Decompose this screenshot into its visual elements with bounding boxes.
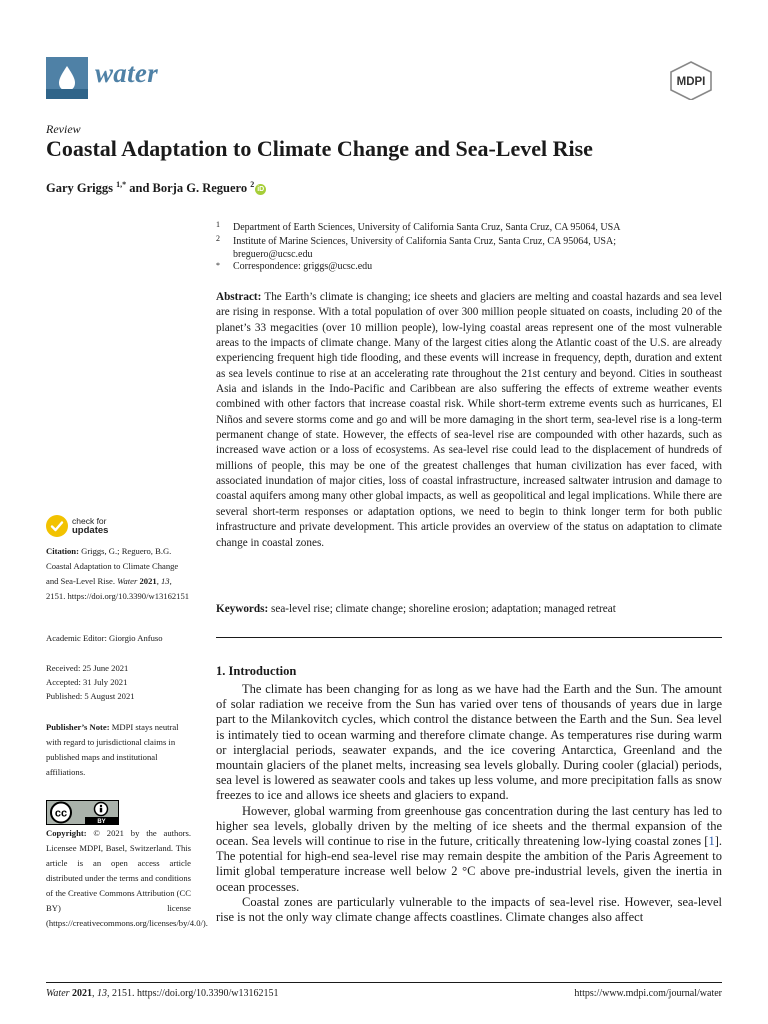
footer-divider: [46, 982, 722, 983]
paragraph: Coastal zones are particularly vulnerable to the impacts of sea-level rise. However, sea-level rise is not the only way climate change affects coastlines. Climate changes also affect: [216, 894, 722, 925]
footer-volume: 13: [97, 988, 108, 999]
affiliation: [216, 235, 716, 249]
citation-volume: 13: [160, 576, 170, 586]
publisher-note: [46, 720, 191, 780]
affiliation-text: Department of Earth Sciences, University of California Santa Cruz, Santa Cruz, CA 95064, USA: [233, 222, 621, 233]
author-name[interactable]: Borja G. Reguero: [152, 181, 248, 196]
copyright-text: © 2021 by the authors. Licensee MDPI, Basel, Switzerland. This article is an open access article distributed under the terms and conditions of the Creative Commons Attribution (CC BY) license (https://creativecommons.org/licenses/by/4.0/).: [46, 828, 208, 928]
paragraph-text: However, global warming from greenhouse gas concentration during the last century has led to higher sea levels, globally driven by the melting of ice sheets and the thermal expansion of the ocean. Sea levels will continue to rise in the future, critically threatening low-lying coastal zones [: [216, 803, 722, 849]
copyright-label: Copyright:: [46, 828, 87, 838]
page-title: Coastal Adaptation to Climate Change and Sea-Level Rise: [46, 136, 593, 161]
correspondence-text: Correspondence: griggs@ucsc.edu: [233, 261, 373, 272]
keywords-label: Keywords:: [216, 603, 269, 615]
publisher-name: MDPI: [676, 76, 706, 88]
footer-doi[interactable]: , 2151. https://doi.org/10.3390/w13162151: [107, 988, 279, 999]
keywords: [216, 603, 722, 615]
publisher-note-text: MDPI stays neutral with regard to jurisdictional claims in published maps and institutional affiliations.: [46, 722, 179, 777]
updates-label: updates: [72, 525, 109, 536]
mdpi-logo: [667, 60, 715, 100]
correspondence: [216, 260, 716, 274]
affiliation-text[interactable]: breguero@ucsc.edu: [233, 249, 313, 260]
section-heading: 1. Introduction: [216, 664, 297, 678]
abstract-label: Abstract:: [216, 291, 262, 303]
water-drop-icon: [46, 57, 88, 99]
author-conjunction: and: [129, 181, 150, 196]
check-for-updates-badge[interactable]: [46, 515, 166, 541]
checkmark-icon: [46, 515, 68, 537]
publisher-note-label: Publisher’s Note:: [46, 722, 110, 732]
correspondence-mark: *: [216, 261, 220, 270]
affiliation-text: Institute of Marine Sciences, University of California Santa Cruz, Santa Cruz, CA 95064, USA;: [233, 236, 616, 247]
citation-label: Citation:: [46, 546, 79, 556]
affiliation-mark: 2: [216, 234, 220, 243]
journal-logo: [46, 57, 88, 99]
body-text: [216, 682, 722, 925]
orcid-icon[interactable]: iD: [257, 186, 265, 194]
copyright-block: [46, 826, 208, 931]
paragraph: The climate has been changing for as long as we have had the Earth and the Sun. The amount of solar radiation we receive from the Sun has varied over tens of thousands of years due in large part to the Milankovitch cycles, which control the distance between the Earth and the Sun. Sea level is intimately tied to ocean warming and therefore climate change. As temperatures rise during warm or interglacial periods, seawater expands, and the ice covering Antarctica, Greenland and the mountain glaciers of the planet melts, increasing sea levels globally. During cooler (glacial) periods, sea level is lowered as seawater cools and takes up less volume, and more precipitation falls as snow freezes to ice and allows ice sheets and glaciers to expand.: [216, 682, 722, 803]
citation-journal: Water: [117, 576, 138, 586]
citation-block: Citation: Griggs, G.; Reguero, B.G. Coastal Adaptation to Climate Change and Sea-Level Rise. Water 2021, 13, 2151. https://doi.org/10.3390/w13162151: [46, 546, 190, 601]
author-list: [46, 180, 266, 196]
footer-year: 2021: [72, 988, 93, 999]
check-label: check for: [72, 516, 107, 526]
accepted-date: Accepted: 31 July 2021: [46, 677, 128, 687]
citation-text: Griggs, G.; Reguero, B.G. Coastal Adaptation to Climate Change and Sea-Level Rise.: [46, 546, 179, 586]
citation-doi[interactable]: , 2151. https://doi.org/10.3390/w13162151: [46, 576, 190, 601]
citation-link[interactable]: 1: [708, 834, 715, 849]
affiliation-mark: 1: [216, 220, 220, 229]
author-affiliation-mark: 1,*: [116, 180, 127, 189]
abstract-text: The Earth’s climate is changing; ice sheets and glaciers are melting and coastal hazards and sea level are rising in response. With a total population of over 300 million people situated on coasts, including 20 of the planet’s 33 megacities (over 10 million people), low-lying coastal areas represent one of the most vulnerable areas to the impacts of climate change. Many of the largest cities along the Atlantic coast of the U.S. are already experiencing frequent high tide flooding, and these events will increase in frequency, depth, duration and extent as sea levels continue to rise at an accelerating rate throughout the 21st century and beyond. Cities in southeast Asia and islands in the Indo-Pacific and Caribbean are also suffering the effects of extreme weather events combined with other factors that increase coastal risk. While short-term extreme events such as hurricanes, El Niños and severe storms come and go and will be more damaging in the short term, sea-level rise is a long-term permanent change of state. However, the effects of sea-level rise are compounded with other hazards, such as increased wave action or a loss of ecosystems. As sea-level rise could lead to the displacement of hundreds of millions of people, this may be one of the greatest challenges that human civilization has ever faced, with associated inundation of major cities, loss of coastal infrastructure, increased saltwater intrusion and damage to coastal aquifers among many other global impacts, as well as geopolitical and legal implications. While there are several short-term responses or adaptation options, we need to begin to think longer term for both public infrastructure and private development. This article provides an overview of the status on adaptation to climate change in coastal zones.: [216, 291, 722, 549]
footer-citation: Water 2021, 13, 2151. https://doi.org/10.3390/w13162151: [46, 988, 279, 999]
paragraph: [216, 804, 722, 895]
abstract: [216, 290, 722, 551]
published-date: Published: 5 August 2021: [46, 691, 135, 701]
keywords-text: sea-level rise; climate change; shoreline erosion; adaptation; managed retreat: [271, 603, 616, 615]
journal-name: water: [95, 58, 159, 88]
article-type: Review: [46, 122, 81, 136]
cc-by-label: BY: [97, 819, 106, 824]
footer-journal: Water: [46, 988, 70, 999]
paragraph-text: ]. The potential for high-end sea-level rise may remain despite the ambition of the Paris Agreement to limit global temperature increase well below 2 °C above pre-industrial levels, given the inertia in ocean processes.: [216, 834, 722, 894]
citation-year: 2021: [139, 576, 157, 586]
footer-journal-url[interactable]: https://www.mdpi.com/journal/water: [574, 988, 722, 999]
affiliation: [216, 221, 716, 235]
cc-by-license-badge[interactable]: [46, 800, 119, 825]
author-affiliation-mark: 2: [250, 180, 255, 189]
section-divider: [216, 637, 722, 638]
svg-text:cc: cc: [54, 807, 68, 820]
academic-editor: Academic Editor: Giorgio Anfuso: [46, 633, 163, 643]
author-name[interactable]: Gary Griggs: [46, 181, 114, 196]
received-date: Received: 25 June 2021: [46, 663, 129, 673]
